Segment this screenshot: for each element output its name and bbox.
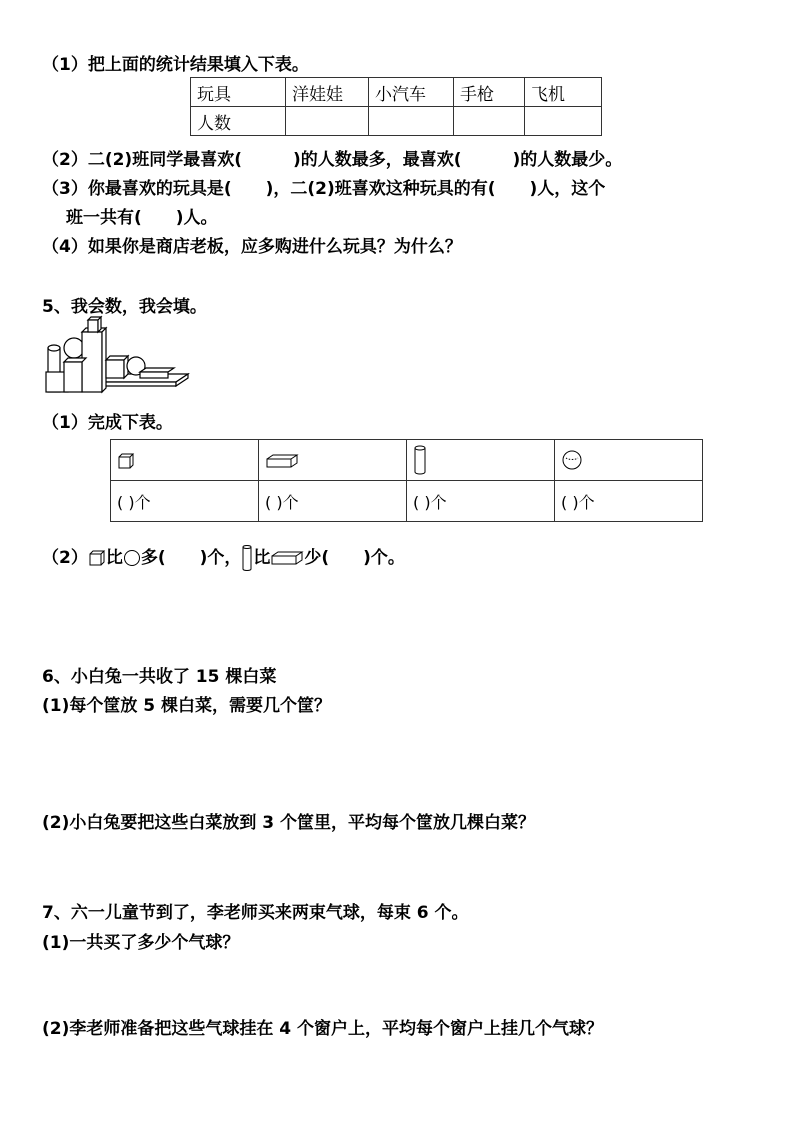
q4-sub3-line2: 班一共有( )人。 (66, 208, 218, 228)
q7-title: 7、六一儿童节到了，李老师买来两束气球，每束 6 个。 (42, 903, 469, 923)
shape-icon-cell (555, 440, 703, 481)
toy-table-row-label: 人数 (191, 107, 286, 136)
sphere-icon (561, 449, 583, 471)
q4-sub1: （1）把上面的统计结果填入下表。 (42, 55, 309, 75)
toy-table-count-row (191, 107, 602, 136)
q5-sub1: （1）完成下表。 (42, 413, 173, 433)
q5-title: 5、我会数，我会填。 (42, 297, 207, 317)
shape-count-table (110, 439, 703, 522)
shape-icon-cell (407, 440, 555, 481)
shape-icon-cell (111, 440, 259, 481)
shape-count-cell[interactable]: ( )个 (111, 481, 259, 522)
q5-sub2-prefix: （2） (42, 548, 88, 568)
q5-sub2-text: 少( )个。 (304, 548, 405, 568)
q6-title: 6、小白兔一共收了 15 棵白菜 (42, 667, 277, 687)
shape-icon-cell (259, 440, 407, 481)
toy-table-cell: 小汽车 (369, 78, 454, 107)
toy-table-cell: 洋娃娃 (286, 78, 369, 107)
cuboid-icon (265, 453, 299, 469)
toy-table-answer-cell[interactable] (286, 107, 369, 136)
cylinder-icon (413, 444, 427, 476)
solids-stack-illustration (44, 314, 192, 396)
shape-count-cell[interactable]: ( )个 (259, 481, 407, 522)
shape-count-cell[interactable]: ( )个 (407, 481, 555, 522)
toy-table-header-row (191, 78, 602, 107)
q7-sub1: (1)一共买了多少个气球？ (42, 933, 240, 953)
cuboid-icon (270, 550, 304, 566)
q5-sub2 (42, 543, 405, 572)
sphere-icon (123, 549, 141, 567)
toy-table-answer-cell[interactable] (454, 107, 525, 136)
q4-sub4: （4）如果你是商店老板，应多购进什么玩具？为什么？ (42, 237, 462, 257)
shape-count-row (111, 481, 703, 522)
toy-table-cell: 手枪 (454, 78, 525, 107)
q6-sub2: (2)小白兔要把这些白菜放到 3 个筐里，平均每个筐放几棵白菜？ (42, 813, 536, 833)
toy-statistics-table (190, 77, 602, 136)
toy-table-cell: 玩具 (191, 78, 286, 107)
cube-icon (88, 549, 106, 567)
shape-count-cell[interactable]: ( )个 (555, 481, 703, 522)
q7-sub2: (2)李老师准备把这些气球挂在 4 个窗户上，平均每个窗户上挂几个气球？ (42, 1019, 604, 1039)
shape-icon-row (111, 440, 703, 481)
toy-table-answer-cell[interactable] (525, 107, 602, 136)
q6-sub1: (1)每个筐放 5 棵白菜，需要几个筐？ (42, 696, 332, 716)
q4-sub3-line1: （3）你最喜欢的玩具是( )，二(2)班喜欢这种玩具的有( )人，这个 (42, 179, 606, 199)
cube-icon (117, 452, 135, 470)
q5-sub2-text: 比 (105, 548, 123, 568)
q5-sub2-text: 多( )个， (140, 548, 242, 568)
cylinder-icon (241, 544, 253, 572)
toy-table-answer-cell[interactable] (369, 107, 454, 136)
q5-sub2-text: 比 (253, 548, 271, 568)
q4-sub2: （2）二(2)班同学最喜欢( )的人数最多，最喜欢( )的人数最少。 (42, 150, 623, 170)
toy-table-cell: 飞机 (525, 78, 602, 107)
